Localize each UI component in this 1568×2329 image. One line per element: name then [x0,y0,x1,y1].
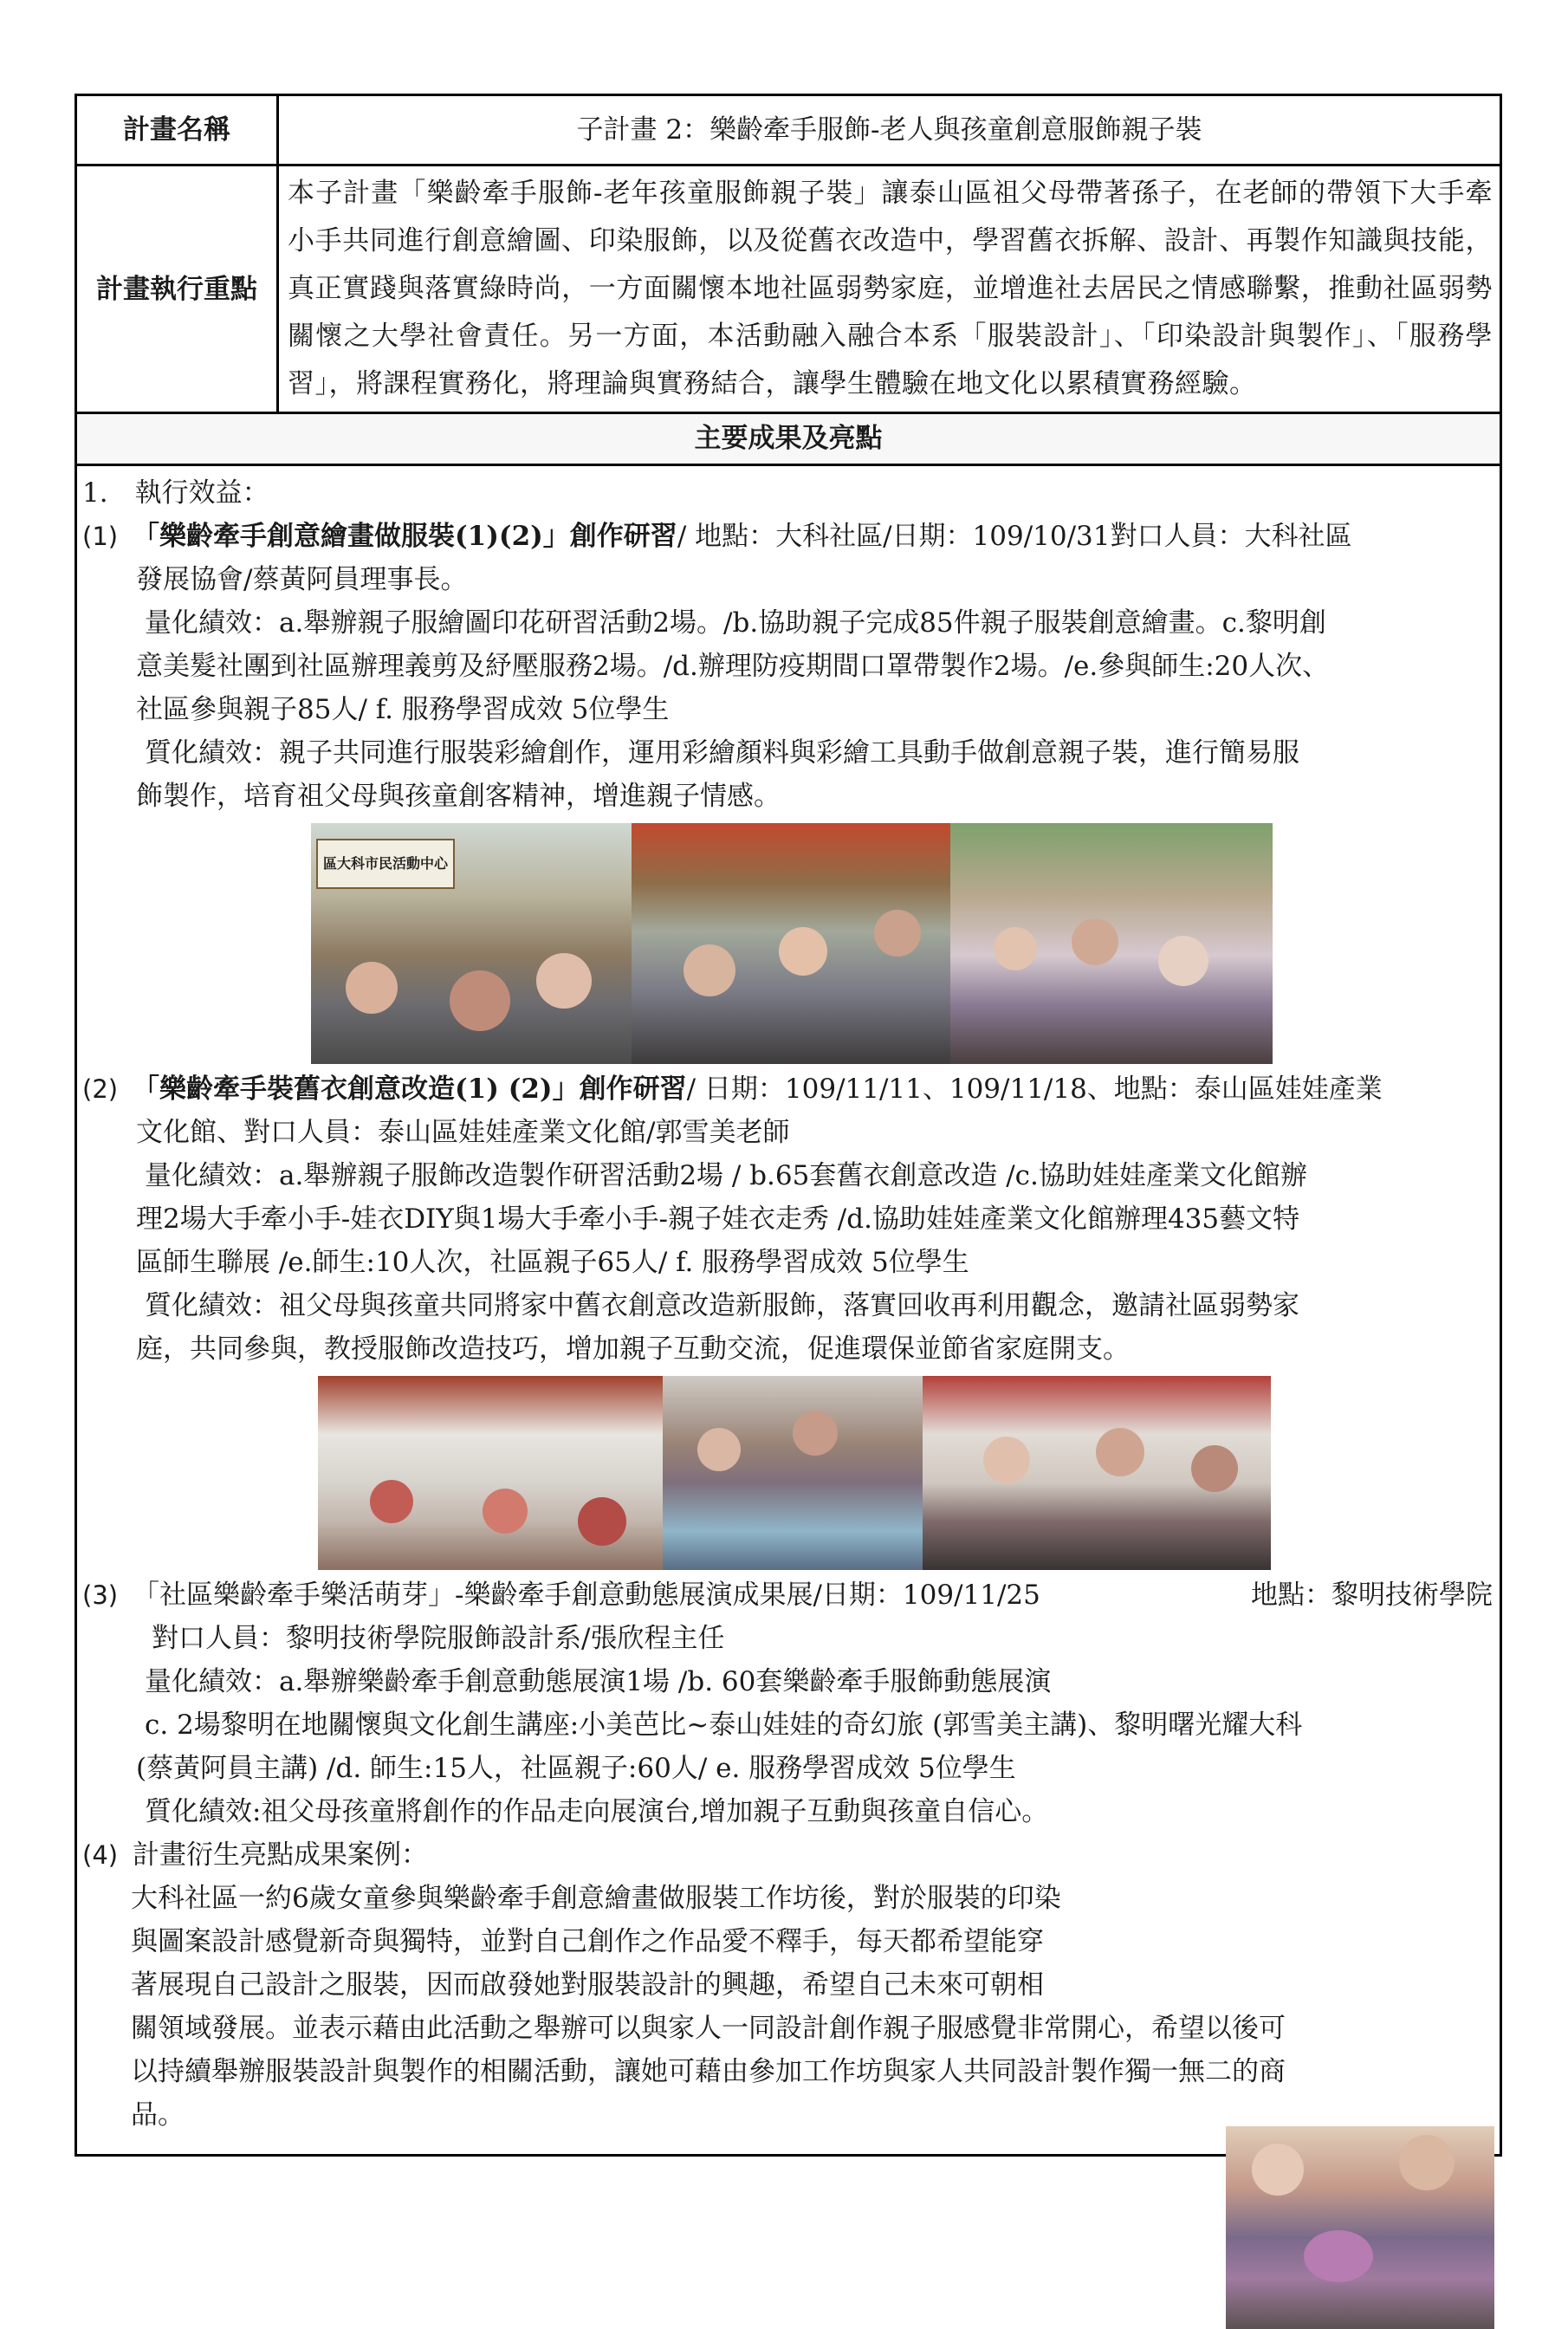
item-1-meta-1: / 地點：大科社區/日期：109/10/31對口人員：大科社區 [677,521,1352,552]
item-2-meta-2: 文化館、對口人員：泰山區娃娃產業文化館/郭雪美老師 [136,1117,790,1148]
item-3-place: 地點：黎明技術學院 [1251,1580,1493,1611]
workshop-photo-hall [318,1376,663,1570]
highlight-photo-girl-painting [1226,2126,1494,2329]
item-1-title: 「樂齡牽手創意繪畫做服裝(1)(2)」創作研習 [133,521,677,552]
item-3-quant-3: (蔡黃阿員主講) /d. 師生:15人，社區親子:60人/ e. 服務學習成效 5位學生 [136,1753,1016,1784]
workshop-photo-sewing [923,1376,1271,1570]
item-2-meta-1: / 日期：109/11/11、109/11/18、地點：泰山區娃娃產業 [686,1074,1383,1105]
photo-sign-text: 區大科市民活動中心 [316,839,455,889]
item-1-quant-2: 意美髮社團到社區辦理義剪及紓壓服務2場。/d.辦理防疫期間口罩帶製作2場。/e.參與師生:20人次、 [136,651,1330,682]
workshop-photo-fabric-table [663,1376,923,1570]
section-1-heading: 1. 執行效益： [82,477,269,509]
item-2-photos [318,1376,1493,1570]
item-1-photos [311,823,1493,1064]
plan-name-label: 計畫名稱 [76,95,278,165]
item-3-meta-2: 對口人員：黎明技術學院服飾設計系/張欣程主任 [152,1623,725,1654]
item-3-heading [82,1573,1493,1617]
plan-document [75,94,1502,2157]
item-4-number: (4) [82,1840,119,1870]
item-1-heading [82,515,1493,558]
plan-focus-label: 計畫執行重點 [76,165,278,413]
item-4-heading [82,1833,1493,1877]
item-1-qual-2: 飾製作，培育祖父母與孩童創客精神，增進親子情感。 [136,781,781,812]
item-4-line-4: 關領域發展。並表示藉由此活動之舉辦可以與家人一同設計創作親子服感覺非常開心，希望以後可 [131,2013,1286,2044]
item-4-line-5: 以持續舉辦服裝設計與製作的相關活動，讓她可藉由參加工作坊與家人共同設計製作獨一無二的商 [131,2056,1286,2087]
results-heading: 主要成果及亮點 [76,413,1501,465]
plan-name-value: 子計畫 2：樂齡牽手服飾-老人與孩童創意服飾親子裝 [278,95,1501,165]
item-3-qual-1: 質化績效:祖父母孩童將創作的作品走向展演台,增加親子互動與孩童自信心。 [145,1796,1049,1827]
item-1-quant-3: 社區參與親子85人/ f. 服務學習成效 5位學生 [136,694,670,725]
item-4-line-3: 著展現自己設計之服裝，因而啟發她對服裝設計的興趣，希望自己未來可朝相 [131,1969,1044,2001]
item-2-title: 「樂齡牽手裝舊衣創意改造(1) (2)」創作研習 [133,1074,687,1105]
item-4-line-2: 與圖案設計感覺新奇與獨特，並對自己創作之作品愛不釋手，每天都希望能穿 [131,1926,1044,1957]
item-2-quant-1: 量化績效：a.舉辦親子服飾改造製作研習活動2場 / b.65套舊衣創意改造 /c.協助娃娃產業文化館辦 [145,1160,1307,1191]
item-1-qual-1: 質化績效：親子共同進行服裝彩繪創作，運用彩繪顏料與彩繪工具動手做創意親子裝，進行簡易服 [145,737,1299,769]
item-3-quant-1: 量化績效：a.舉辦樂齡牽手創意動態展演1場 /b. 60套樂齡牽手服飾動態展演 [145,1666,1052,1697]
item-2-number: (2) [82,1074,119,1104]
item-1-number: (1) [82,522,119,551]
plan-focus-value: 本子計畫「樂齡牽手服飾-老年孩童服飾親子裝」讓泰山區祖父母帶著孫子，在老師的帶領下大手牽小手共同進行創意繪圖、印染服飾，以及從舊衣改造中，學習舊衣拆解、設計、再製作知識與技能，真正實踐與落實綠時尚，一方面關懷本地社區弱勢家庭，並增進社去居民之情感聯繫，推動社區弱勢關懷之大學社會責任。另一方面，本活動融入融合本系「服裝設計」、「印染設計與製作」、「服務學習」，將課程實務化，將理論與實務結合，讓學生體驗在地文化以累積實務經驗。 [278,165,1501,413]
workshop-photo-outdoor-group [950,823,1273,1064]
item-2-quant-2: 理2場大手牽小手-娃衣DIY與1場大手牽小手-親子娃衣走秀 /d.協助娃娃產業文化館辦理435藝文特 [136,1203,1300,1235]
item-4-title: 計畫衍生亮點成果案例： [133,1839,428,1871]
item-3-number: (3) [82,1580,119,1610]
item-2-quant-3: 區師生聯展 /e.師生:10人次，社區親子65人/ f. 服務學習成效 5位學生 [136,1247,969,1278]
item-4-line-1: 大科社區一約6歲女童參與樂齡牽手創意繪畫做服裝工作坊後，對於服裝的印染 [131,1883,1061,1914]
results-body [75,466,1502,2157]
item-3-title: 「社區樂齡牽手樂活萌芽」-樂齡牽手創意動態展演成果展/日期：109/11/25 [133,1580,1040,1611]
item-1-meta-2: 發展協會/蔡黃阿員理事長。 [136,564,468,595]
item-2-qual-2: 庭，共同參與，教授服飾改造技巧，增加親子互動交流，促進環保並節省家庭開支。 [136,1333,1130,1365]
item-1-quant-1: 量化績效：a.舉辦親子服繪圖印花研習活動2場。/b.協助親子完成85件親子服裝創意繪畫。c.黎明創 [145,607,1326,639]
plan-table [75,94,1502,466]
workshop-photo-community-center [311,823,632,1064]
item-4-line-6: 品。 [131,2099,185,2131]
workshop-photo-tent [632,823,950,1064]
item-2-qual-1: 質化績效：祖父母與孩童共同將家中舊衣創意改造新服飾，落實回收再利用觀念，邀請社區弱勢家 [145,1290,1299,1321]
item-2-heading [82,1067,1493,1111]
item-3-quant-2: c. 2場黎明在地關懷與文化創生講座:小美芭比~泰山娃娃的奇幻旅 (郭雪美主講)、黎明曙光耀大科 [145,1709,1303,1741]
